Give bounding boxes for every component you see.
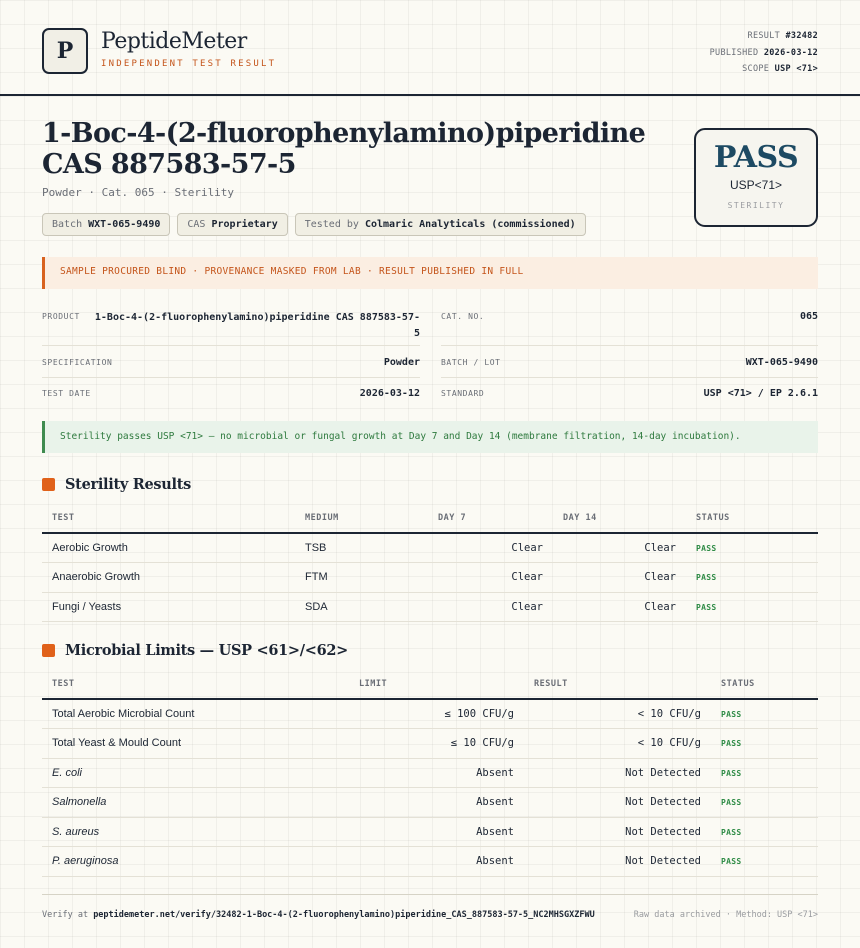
standard-value: USP <71> / EP 2.6.1	[703, 388, 818, 399]
sterility-table	[42, 503, 818, 622]
test-name: S. aureus	[52, 825, 100, 838]
day14-result: Clear	[553, 533, 686, 563]
catno-value: 065	[799, 311, 818, 322]
limit: ≤ 100 CFU/g	[349, 699, 524, 729]
published-date: 2026-03-12	[763, 47, 818, 58]
batch-label: BATCH / LOT	[441, 358, 501, 367]
test-name: Fungi / Yeasts	[42, 592, 295, 622]
status-badge: PASS	[696, 602, 717, 612]
spec-value: Powder	[383, 357, 420, 368]
microbial-title: Microbial Limits — USP <61>/<62>	[65, 642, 349, 659]
verify-line	[42, 910, 595, 920]
logo-letter: P	[56, 38, 74, 64]
result-number: #32482	[785, 31, 818, 41]
day7-result: Clear	[428, 592, 553, 622]
product-chips	[42, 213, 586, 236]
medium: SDA	[295, 592, 428, 622]
medium: TSB	[295, 533, 428, 563]
limit: Absent	[349, 788, 524, 818]
status-badge: PASS	[721, 827, 742, 837]
table-header-row	[42, 503, 818, 533]
date-label: TEST DATE	[42, 389, 91, 398]
status-badge: PASS	[696, 544, 717, 553]
chip-label: Batch	[52, 219, 83, 230]
lab-chip	[295, 213, 586, 236]
sterility-title: Sterility Results	[65, 476, 191, 493]
column-header: STATUS	[711, 669, 818, 699]
table-row	[42, 788, 818, 818]
section-marker	[42, 478, 55, 491]
divider	[441, 377, 818, 378]
scope-label: SCOPE	[742, 64, 770, 74]
divider	[42, 377, 420, 378]
status-badge: PASS	[721, 768, 742, 778]
scope-value: USP <71>	[774, 64, 818, 74]
result: Not Detected	[524, 788, 711, 818]
product-label: PRODUCT	[42, 312, 80, 321]
test-name: Aerobic Growth	[42, 533, 295, 563]
limit: Absent	[349, 817, 524, 847]
chip-value: WXT-065-9490	[88, 219, 161, 230]
verify-label: Verify at	[42, 910, 89, 920]
status-badge: PASS	[696, 573, 717, 583]
table-row	[42, 817, 818, 847]
verify-link[interactable]: peptidemeter.net/verify/32482-1-Boc-4-(2-fluorophenylamino)piperidine_CAS_887583-57-5_NC2MHSGXZFWU	[93, 910, 595, 920]
result: < 10 CFU/g	[524, 729, 711, 759]
microbial-heading	[42, 642, 348, 659]
column-header: TEST	[42, 669, 349, 699]
limit: Absent	[349, 758, 524, 788]
result: Not Detected	[524, 817, 711, 847]
column-header: STATUS	[686, 503, 818, 533]
result: Not Detected	[524, 847, 711, 877]
table-row	[42, 729, 818, 759]
test-name: Salmonella	[52, 796, 107, 809]
column-header: MEDIUM	[295, 503, 428, 533]
column-header: RESULT	[524, 669, 711, 699]
catno-label: CAT. NO.	[441, 312, 485, 321]
column-header: TEST	[42, 503, 295, 533]
result: < 10 CFU/g	[524, 699, 711, 729]
table-header-row	[42, 669, 818, 699]
section-marker	[42, 644, 55, 657]
product-title: 1-Boc-4-(2-fluorophenylamino)piperidine CAS 887583-57-5	[42, 118, 646, 180]
day7-result: Clear	[428, 533, 553, 563]
result-meta	[710, 28, 818, 78]
limit: Absent	[349, 847, 524, 877]
batch-value: WXT-065-9490	[745, 357, 818, 368]
chip-label: Tested by	[304, 219, 359, 230]
microbial-table	[42, 669, 818, 877]
batch-chip	[42, 213, 170, 236]
test-name: Total Yeast & Mould Count	[42, 729, 349, 759]
column-header: DAY 14	[553, 503, 686, 533]
report-header	[0, 0, 860, 96]
column-header: DAY 7	[428, 503, 553, 533]
day14-result: Clear	[553, 563, 686, 593]
test-name: E. coli	[52, 766, 82, 779]
product-value: 1-Boc-4-(2-fluorophenylamino)piperidine CAS 887583-57-5	[94, 312, 420, 339]
chip-value: Colmaric Analyticals (commissioned)	[364, 219, 576, 230]
cas-chip	[177, 213, 287, 236]
divider	[441, 345, 818, 346]
brand-tagline: INDEPENDENT TEST RESULT	[101, 59, 277, 69]
day7-result: Clear	[428, 563, 553, 593]
chip-value: Proprietary	[211, 219, 278, 230]
table-row	[42, 563, 818, 593]
status-badge: PASS	[721, 739, 742, 749]
archive-note: Raw data archived · Method: USP <71>	[633, 910, 818, 920]
verdict-standard: USP<71>	[729, 178, 783, 192]
brand-name: PeptideMeter	[101, 29, 247, 54]
day14-result: Clear	[553, 592, 686, 622]
spec-label: SPECIFICATION	[42, 358, 113, 367]
status-badge: PASS	[721, 710, 742, 719]
table-row	[42, 592, 818, 622]
date-value: 2026-03-12	[359, 388, 420, 399]
table-row	[42, 699, 818, 729]
status-badge: PASS	[721, 857, 742, 867]
table-row	[42, 533, 818, 563]
test-name: P. aeruginosa	[52, 855, 119, 868]
table-row	[42, 758, 818, 788]
verdict-text: PASS	[713, 140, 799, 175]
standard-label: STANDARD	[441, 389, 485, 398]
verdict-caption: STERILITY	[727, 201, 785, 210]
test-name: Anaerobic Growth	[42, 563, 295, 593]
footer-divider	[42, 894, 818, 895]
limit: ≤ 10 CFU/g	[349, 729, 524, 759]
test-name: Total Aerobic Microbial Count	[42, 699, 349, 729]
blind-notice: SAMPLE PROCURED BLIND · PROVENANCE MASKED FROM LAB · RESULT PUBLISHED IN FULL	[42, 257, 818, 289]
status-badge: PASS	[721, 798, 742, 808]
logo	[42, 28, 88, 74]
sterility-heading	[42, 476, 191, 493]
table-row	[42, 847, 818, 877]
product-subtitle: Powder · Cat. 065 · Sterility	[42, 186, 235, 199]
summary-banner: Sterility passes USP <71> — no microbial or fungal growth at Day 7 and Day 14 (membrane filtration, 14-day incubation).	[42, 421, 818, 453]
result-label: RESULT	[747, 31, 781, 41]
medium: FTM	[295, 563, 428, 593]
column-header: LIMIT	[349, 669, 524, 699]
published-label: PUBLISHED	[709, 47, 759, 58]
chip-label: CAS	[187, 219, 206, 230]
verdict-stamp	[694, 128, 818, 227]
result: Not Detected	[524, 758, 711, 788]
divider	[42, 345, 420, 346]
